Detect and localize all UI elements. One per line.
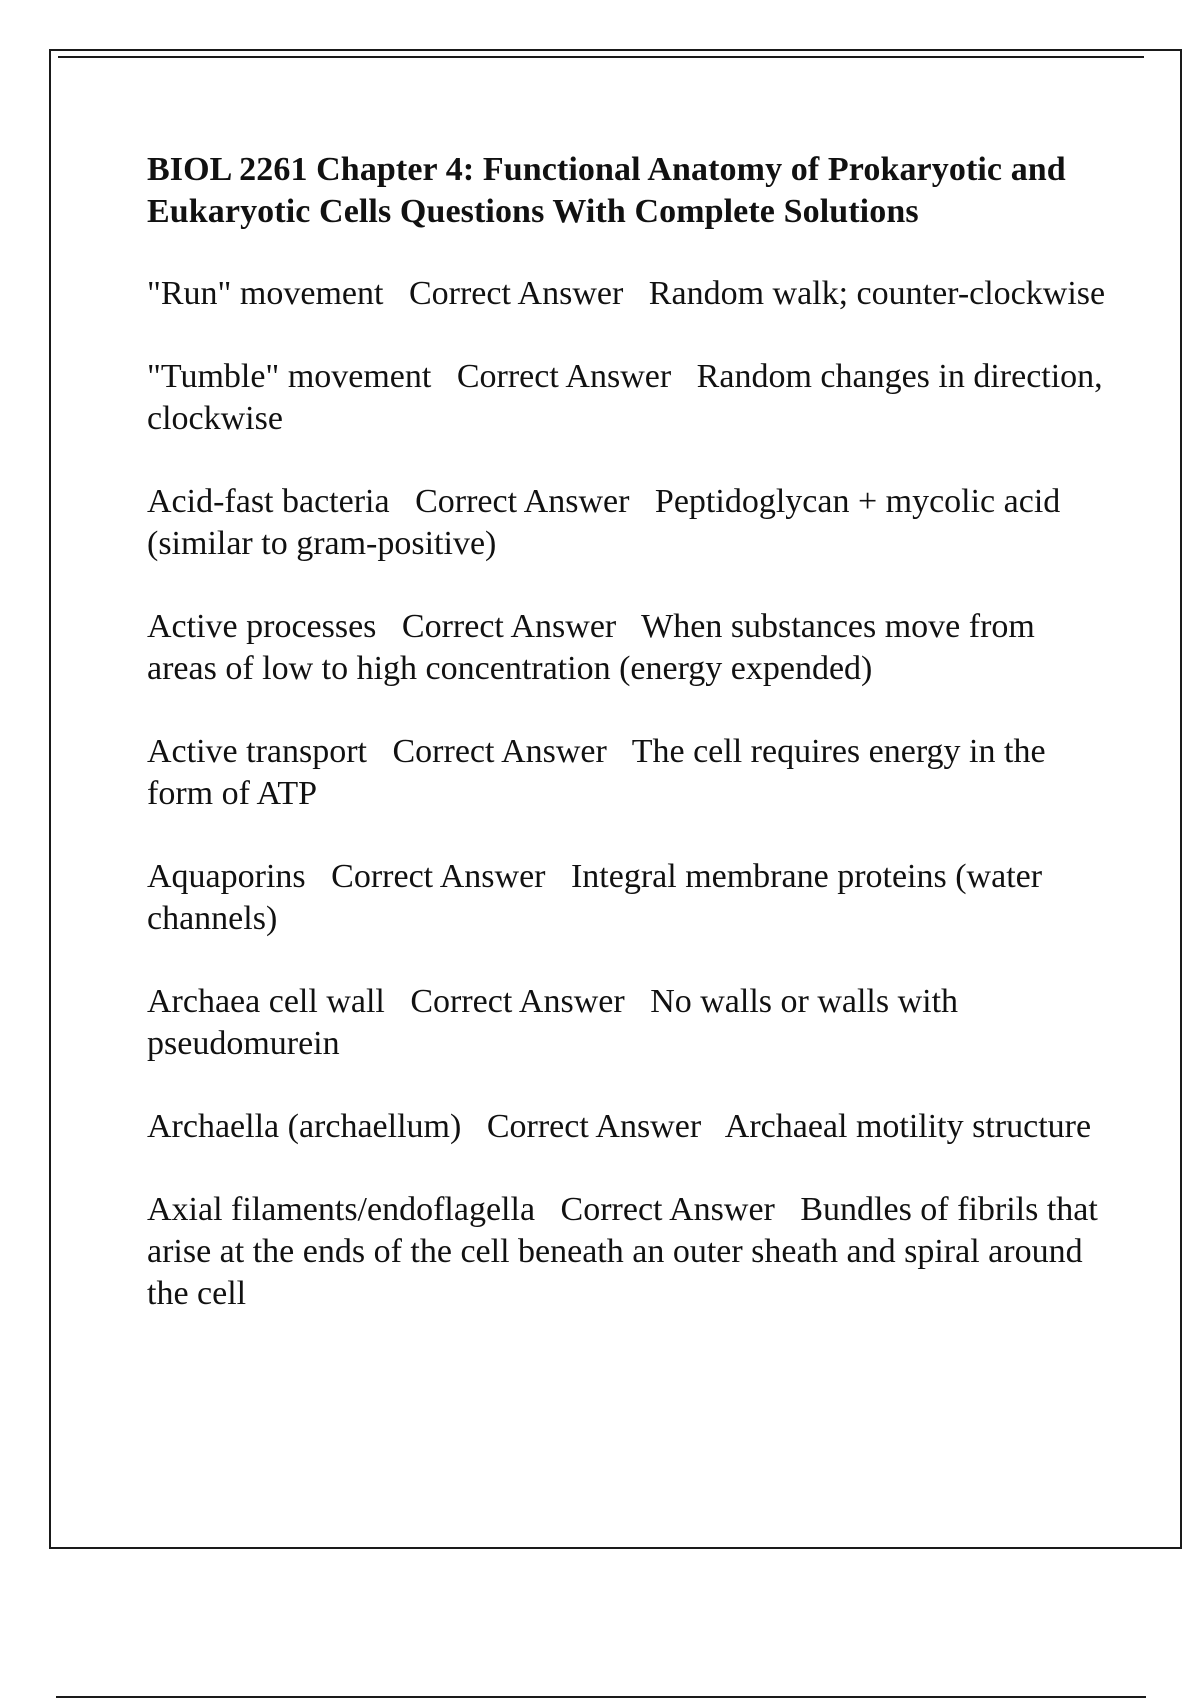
qa-item bbox=[147, 606, 1107, 690]
qa-separator: Correct Answer bbox=[461, 1108, 725, 1145]
qa-answer: Bundles of fibrils that arise at the ends of the cell beneath an outer sheath and spiral around the cell bbox=[147, 1191, 1107, 1312]
qa-term: Aquaporins bbox=[147, 858, 306, 895]
qa-term: Archaella (archaellum) bbox=[147, 1108, 462, 1145]
bottom-rule bbox=[56, 1696, 1146, 1698]
qa-answer: Random walk; counter-clockwise bbox=[648, 275, 1106, 312]
qa-separator: Correct Answer bbox=[376, 608, 642, 645]
qa-separator: Correct Answer bbox=[383, 275, 649, 312]
qa-answer: Random changes in direction, clockwise bbox=[147, 358, 1112, 437]
qa-separator: Correct Answer bbox=[305, 858, 571, 895]
qa-item bbox=[147, 731, 1107, 815]
qa-answer: Peptidoglycan + mycolic acid (similar to gram-positive) bbox=[147, 483, 1069, 562]
qa-term: Acid-fast bacteria bbox=[147, 483, 390, 520]
qa-item bbox=[147, 981, 1107, 1065]
qa-separator: Correct Answer bbox=[389, 483, 655, 520]
qa-item bbox=[147, 481, 1107, 565]
page-frame bbox=[49, 49, 1182, 1549]
qa-item bbox=[147, 273, 1107, 315]
qa-term: Active processes bbox=[147, 608, 377, 645]
qa-list bbox=[147, 273, 1112, 1315]
qa-answer: When substances move from areas of low to high concentration (energy expended) bbox=[147, 608, 1044, 687]
qa-term: Axial filaments/endoflagella bbox=[147, 1191, 536, 1228]
qa-item bbox=[147, 1106, 1107, 1148]
qa-item bbox=[147, 1189, 1107, 1315]
qa-term: Active transport bbox=[147, 733, 367, 770]
qa-answer: Archaeal motility structure bbox=[724, 1108, 1092, 1145]
qa-answer: The cell requires energy in the form of ATP bbox=[147, 733, 1055, 812]
frame-top-rule bbox=[58, 56, 1144, 58]
qa-answer: No walls or walls with pseudomurein bbox=[147, 983, 967, 1062]
qa-separator: Correct Answer bbox=[367, 733, 632, 770]
document-title: BIOL 2261 Chapter 4: Functional Anatomy of Prokaryotic and Eukaryotic Cells Questions With Complete Solutions bbox=[147, 151, 1066, 230]
qa-term: "Run" movement bbox=[147, 275, 384, 312]
qa-separator: Correct Answer bbox=[384, 983, 651, 1020]
document-content bbox=[147, 149, 1112, 1356]
qa-separator: Correct Answer bbox=[535, 1191, 801, 1228]
qa-term: Archaea cell wall bbox=[147, 983, 385, 1020]
qa-separator: Correct Answer bbox=[431, 358, 697, 395]
qa-answer: Integral membrane proteins (water channels) bbox=[147, 858, 1051, 937]
qa-term: "Tumble" movement bbox=[147, 358, 432, 395]
qa-item bbox=[147, 356, 1112, 440]
qa-item bbox=[147, 856, 1107, 940]
